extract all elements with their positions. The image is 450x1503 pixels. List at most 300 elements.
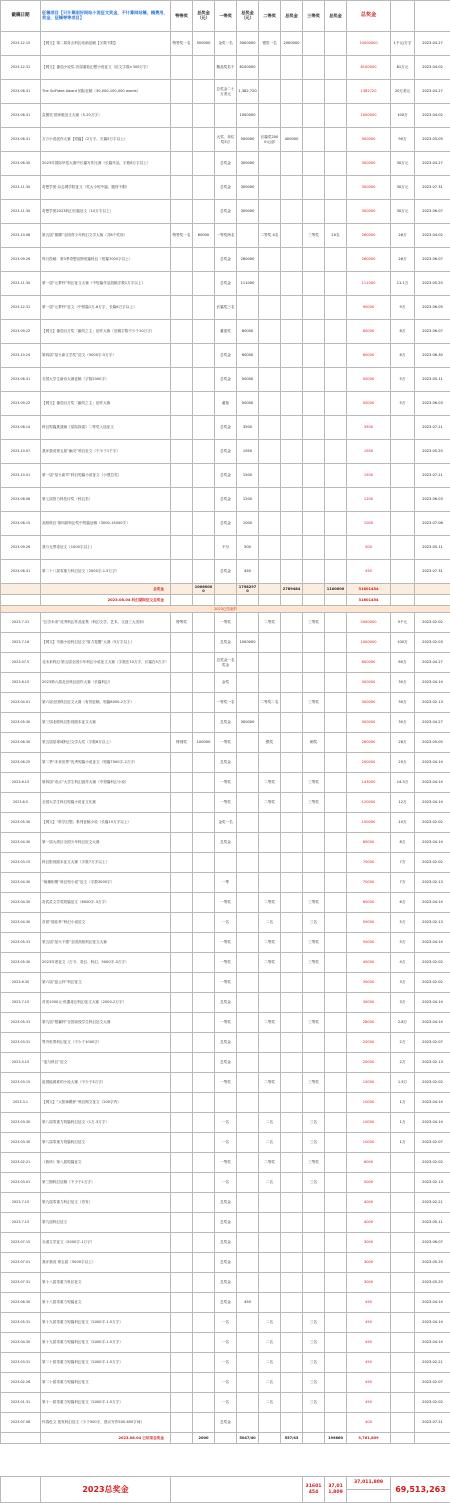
summary-value: 17982970	[237, 584, 259, 595]
row-prize-cell	[325, 536, 347, 560]
row-date: 2023.01.31	[1, 1393, 41, 1413]
row-extra	[391, 1273, 415, 1293]
row-title: 第二季“未来世界”优秀短篇小说征文（短篇7000字-2万字）	[41, 753, 171, 773]
row-prize-cell	[259, 272, 281, 296]
row-prize-cell: 二等奖	[259, 893, 281, 913]
row-prize-cell	[171, 833, 193, 853]
row-extra: 14.3万	[391, 773, 415, 793]
row-prize-cell	[237, 793, 259, 813]
row-prize-cell	[325, 1353, 347, 1373]
row-update-date: 2023.04.14	[415, 1293, 450, 1313]
row-extra: 4万	[391, 953, 415, 973]
row-prize-cell	[325, 512, 347, 536]
row-prize-cell: 300000	[237, 713, 259, 733]
table-row	[1, 1253, 450, 1273]
table-row	[1, 833, 450, 853]
row-title: 第一届大湾区全国少年科幻征文大赛	[41, 833, 171, 853]
row-prize-cell	[171, 1013, 193, 1033]
row-total: 8100000	[347, 56, 391, 80]
row-prize-cell	[325, 1173, 347, 1193]
table-row	[1, 248, 450, 272]
summary-value: 5047/40	[237, 1433, 259, 1444]
row-date: 2023.11.30	[1, 272, 41, 296]
row-update-date: 2023.04.02	[415, 224, 450, 248]
row-prize-cell: 特等奖一名	[171, 224, 193, 248]
row-prize-cell: 二名	[259, 913, 281, 933]
table-row	[1, 633, 450, 653]
row-total: 450	[347, 1293, 391, 1313]
row-prize-cell	[303, 1233, 325, 1253]
row-date: 2023.05.30	[1, 713, 41, 733]
row-extra: 30万元	[391, 200, 415, 224]
row-update-date: 2023.06.05	[415, 296, 450, 320]
row-date: 2023.11.30	[1, 200, 41, 224]
row-date: 2023.05.31	[1, 1313, 41, 1333]
row-prize-cell: 111000	[237, 272, 259, 296]
row-date: 2023.08.14	[1, 416, 41, 440]
row-update-date: 2023.02.21	[415, 1193, 450, 1213]
row-update-date: 2023.07.31	[415, 176, 450, 200]
row-prize-cell	[171, 973, 193, 993]
row-prize-cell	[237, 773, 259, 793]
row-title: 2023年国际华语大赛中长篇写作比赛（长篇作品，字数8万字以上）	[41, 152, 171, 176]
row-prize-cell	[259, 368, 281, 392]
row-prize-cell: 三等奖	[303, 893, 325, 913]
row-extra	[391, 1393, 415, 1413]
row-prize-cell	[281, 1313, 303, 1333]
row-prize-cell: 二名	[259, 1173, 281, 1193]
row-update-date: 2023.07.31	[415, 560, 450, 584]
row-prize-cell	[281, 440, 303, 464]
row-update-date: 2023.02.02	[415, 973, 450, 993]
row-prize-cell	[325, 1333, 347, 1353]
row-prize-cell	[325, 1113, 347, 1133]
row-date: 2023.10.08	[1, 224, 41, 248]
row-prize-cell	[325, 1253, 347, 1273]
row-prize-cell	[237, 1053, 259, 1073]
row-title: 第六届“蓝云杯”科幻征文	[41, 973, 171, 993]
header-prize: 总奖金	[325, 1, 347, 32]
row-prize-cell	[171, 1273, 193, 1293]
table-row	[1, 200, 450, 224]
row-update-date: 2023.02.03	[415, 633, 450, 653]
row-prize-cell	[325, 1133, 347, 1153]
row-prize-cell	[171, 693, 193, 713]
row-prize-cell	[171, 392, 193, 416]
table-row	[1, 344, 450, 368]
row-extra: 7万	[391, 873, 415, 893]
row-date: 2023.7.15	[1, 993, 41, 1013]
row-prize-cell	[325, 488, 347, 512]
row-extra: 8万	[391, 320, 415, 344]
row-update-date: 2023.05.11	[415, 368, 450, 392]
row-update-date: 2023.04.27	[415, 653, 450, 673]
row-extra: 30万	[391, 673, 415, 693]
row-prize-cell: 总奖金二十万美元	[215, 80, 237, 104]
row-total: 1382720	[347, 80, 391, 104]
row-title: 第一届“元梦杯”征文（中短篇1万-6万字，长篇6万字以上）	[41, 296, 171, 320]
row-prize-cell: 2000000	[281, 32, 303, 56]
row-prize-cell: 300000	[237, 176, 259, 200]
row-prize-cell: 500000	[193, 32, 215, 56]
row-prize-cell	[193, 1313, 215, 1333]
row-prize-cell: 一等奖	[215, 613, 237, 633]
row-title: 2023第六届北宜科幻创作大赛（长篇科幻）	[41, 673, 171, 693]
row-prize-cell	[303, 1413, 325, 1433]
row-prize-cell	[281, 248, 303, 272]
table-row	[1, 1353, 450, 1373]
row-prize-cell	[237, 1153, 259, 1173]
row-update-date: 2023.04.14	[415, 993, 450, 1013]
row-title: “幻享未来”优秀科幻作品征集（科幻文学，艺术，文创三大类别）	[41, 613, 171, 633]
row-prize-cell: 二名	[259, 1353, 281, 1373]
row-total: 300000	[347, 693, 391, 713]
row-prize-cell	[259, 853, 281, 873]
row-prize-cell	[281, 1113, 303, 1133]
row-date: 2023.6.15	[1, 773, 41, 793]
row-prize-cell	[325, 633, 347, 653]
row-prize-cell	[281, 1413, 303, 1433]
row-extra: 30万元	[391, 176, 415, 200]
row-total: 50000	[347, 913, 391, 933]
row-total: 260000	[347, 224, 391, 248]
row-prize-cell	[171, 1413, 193, 1433]
table-row	[1, 1293, 450, 1313]
row-prize-cell	[171, 56, 193, 80]
row-prize-cell	[171, 440, 193, 464]
row-prize-cell: 长篇奖2000元/部	[259, 128, 281, 152]
row-prize-cell	[281, 873, 303, 893]
row-prize-cell	[237, 1233, 259, 1253]
row-title: 第二十届零重力短篇科幻征文（2000字-1.5万字）	[41, 1353, 171, 1373]
row-prize-cell	[325, 1073, 347, 1093]
row-total: 10000000	[347, 32, 391, 56]
row-title: 全国大学生科幻短篇小说征文比赛	[41, 793, 171, 813]
row-date: 2023.08.06	[1, 488, 41, 512]
row-title: 【网文】番茄百万奖「幽冥之主」创作大赛	[41, 392, 171, 416]
row-title: 【网文】番茄百万奖「幽冥之主」创作大赛（征稿字数不少于10万字）	[41, 320, 171, 344]
row-prize-cell: 大奖、单位奖5万	[215, 128, 237, 152]
row-prize-cell	[193, 368, 215, 392]
table-row	[1, 560, 450, 584]
row-prize-cell: 二等奖	[259, 1073, 281, 1093]
row-prize-cell	[325, 853, 347, 873]
row-prize-cell	[259, 296, 281, 320]
row-prize-cell	[325, 464, 347, 488]
row-prize-cell: 三名	[303, 1373, 325, 1393]
row-prize-cell	[193, 416, 215, 440]
row-prize-cell	[303, 633, 325, 653]
row-prize-cell: 金奖一名	[215, 813, 237, 833]
row-title: 【网文】「科学幻想」系列征稿小说（长篇15万字以上）	[41, 813, 171, 833]
row-date: 2023.6.15	[1, 673, 41, 693]
row-date: 2023.02.28	[1, 1373, 41, 1393]
row-prize-cell: 1000000	[237, 633, 259, 653]
row-extra: 3万	[391, 993, 415, 1013]
row-prize-cell	[303, 1033, 325, 1053]
row-update-date: 2023.05.25	[415, 272, 450, 296]
row-prize-cell: 1200	[237, 488, 259, 512]
summary-value: 557/43	[281, 1433, 303, 1444]
row-title: 第十八届零重力短篇征文	[41, 1293, 171, 1313]
row-prize-cell: 总奖金	[215, 1273, 237, 1293]
row-prize-cell: 二名	[259, 1373, 281, 1393]
row-prize-cell	[237, 296, 259, 320]
row-prize-cell	[193, 1393, 215, 1413]
row-prize-cell: 三名	[303, 1393, 325, 1413]
summary-total: 31601454	[347, 584, 391, 595]
row-prize-cell: 总奖金	[215, 488, 237, 512]
row-date: 2023.7.15	[1, 1213, 41, 1233]
row-prize-cell	[171, 1393, 193, 1413]
row-prize-cell: 一等奖	[215, 933, 237, 953]
grand-subtotal: 31601454	[303, 1477, 325, 1503]
row-prize-cell: 500000	[237, 128, 259, 152]
row-prize-cell	[281, 913, 303, 933]
row-title: 第五届“图腾”全国青少年科幻文学大赛（共8个奖项）	[41, 224, 171, 248]
summary-row	[1, 584, 450, 595]
row-prize-cell	[325, 873, 347, 893]
table-row	[1, 853, 450, 873]
row-prize-cell	[193, 1173, 215, 1193]
row-prize-cell	[171, 1053, 193, 1073]
row-prize-cell: 450	[237, 1293, 259, 1313]
row-total: 450	[347, 1353, 391, 1373]
row-total: 400	[347, 1413, 391, 1433]
row-date: 2023.04.30	[1, 833, 41, 853]
row-prize-cell	[303, 56, 325, 80]
summary-row	[1, 595, 450, 606]
row-prize-cell	[237, 753, 259, 773]
row-prize-cell	[303, 873, 325, 893]
row-title: 第十八届零重力科幻征文	[41, 1273, 171, 1293]
row-prize-cell	[325, 320, 347, 344]
table-row	[1, 653, 450, 673]
row-prize-cell	[193, 272, 215, 296]
row-prize-cell	[171, 673, 193, 693]
row-prize-cell	[193, 673, 215, 693]
row-prize-cell	[237, 733, 259, 753]
row-prize-cell	[303, 248, 325, 272]
row-total: 10000	[347, 1113, 391, 1133]
row-prize-cell	[259, 1193, 281, 1213]
row-prize-cell: 特等奖一名	[171, 32, 193, 56]
row-update-date: 2023.02.07	[415, 1373, 450, 1393]
row-title: 祖国能源谁的小说大赛（不少于3万字）	[41, 1073, 171, 1093]
row-prize-cell: 一名	[215, 1313, 237, 1333]
row-prize-cell	[237, 853, 259, 873]
row-prize-cell	[281, 1373, 303, 1393]
row-prize-cell	[259, 320, 281, 344]
row-prize-cell	[171, 1113, 193, 1133]
summary-2022	[1, 584, 450, 613]
row-prize-cell	[171, 1193, 193, 1213]
row-prize-cell: 三等奖	[303, 793, 325, 813]
row-date: 2023.11.30	[1, 176, 41, 200]
row-prize-cell: 总奖金一名奖金	[215, 653, 237, 673]
row-prize-cell	[303, 320, 325, 344]
row-prize-cell	[237, 1253, 259, 1273]
row-title: 界外世界科幻征文（不少于1000字）	[41, 1033, 171, 1053]
row-prize-cell	[171, 1293, 193, 1313]
row-prize-cell	[237, 1413, 259, 1433]
row-prize-cell: 特等奖	[171, 613, 193, 633]
row-title: 怀春色文 批发科幻征文（少于500字，建议写作500-650字间）	[41, 1413, 171, 1433]
row-prize-cell	[193, 713, 215, 733]
row-prize-cell	[325, 1393, 347, 1413]
table-row	[1, 693, 450, 713]
row-title: 首届“瑞佳杯”科幻小说征文	[41, 913, 171, 933]
row-prize-cell	[237, 1393, 259, 1413]
row-prize-cell	[303, 813, 325, 833]
row-total: 3500	[347, 416, 391, 440]
row-prize-cell	[259, 416, 281, 440]
row-prize-cell	[325, 1373, 347, 1393]
header-extra	[391, 1, 415, 32]
header-date: 截稿日期	[1, 1, 41, 32]
row-update-date: 2023.06.03	[415, 488, 450, 512]
row-total: 28000	[347, 1013, 391, 1033]
row-prize-cell: 一等	[215, 873, 237, 893]
row-update-date: 2023.04.14	[415, 1013, 450, 1033]
row-prize-cell	[303, 1273, 325, 1293]
table-row	[1, 56, 450, 80]
row-prize-cell	[259, 1033, 281, 1053]
row-prize-cell	[259, 1413, 281, 1433]
table-row	[1, 993, 450, 1013]
row-prize-cell	[193, 1153, 215, 1173]
row-extra	[391, 1253, 415, 1273]
row-prize-cell	[237, 693, 259, 713]
row-prize-cell	[171, 653, 193, 673]
header-extra	[415, 1, 450, 32]
row-update-date: 2023.04.27	[415, 32, 450, 56]
row-extra: 7万	[391, 853, 415, 873]
row-prize-cell	[171, 536, 193, 560]
row-extra: 10万	[391, 813, 415, 833]
row-date: 2023.03.30	[1, 1113, 41, 1133]
row-prize-cell	[325, 973, 347, 993]
row-prize-cell	[303, 653, 325, 673]
row-prize-cell	[259, 392, 281, 416]
row-prize-cell	[281, 693, 303, 713]
row-prize-cell: 总奖金	[215, 1193, 237, 1213]
row-update-date: 2023.04.27	[415, 713, 450, 733]
row-update-date: 2023.02.02	[415, 613, 450, 633]
row-prize-cell: 500	[237, 536, 259, 560]
table-row	[1, 176, 450, 200]
row-date: 2023.5.10	[1, 1053, 41, 1073]
row-prize-cell	[171, 1373, 193, 1393]
row-prize-cell	[325, 813, 347, 833]
row-prize-cell: 二等奖	[259, 1013, 281, 1033]
summary-value: 199860	[325, 1433, 347, 1444]
row-total: 500	[347, 536, 391, 560]
row-extra	[391, 560, 415, 584]
header-total: 总奖金	[347, 1, 391, 32]
row-date: 2023.08.31	[1, 80, 41, 104]
row-prize-cell: 1,382,720	[237, 80, 259, 104]
row-prize-cell	[325, 152, 347, 176]
row-prize-cell	[237, 224, 259, 248]
row-title: 第四届“星火新文学奖”征文（5000字-5万字）	[41, 344, 171, 368]
row-prize-cell	[281, 200, 303, 224]
row-prize-cell	[193, 344, 215, 368]
row-update-date: 2023.05.25	[415, 1273, 450, 1293]
row-prize-cell	[171, 1093, 193, 1113]
row-prize-cell	[325, 773, 347, 793]
row-prize-cell: 8100000	[237, 56, 259, 80]
row-prize-cell	[281, 296, 303, 320]
row-prize-cell	[259, 993, 281, 1013]
row-prize-cell	[193, 248, 215, 272]
row-total: 143000	[347, 773, 391, 793]
row-extra: 5千元	[391, 613, 415, 633]
row-prize-cell: 金奖	[215, 673, 237, 693]
row-prize-cell	[281, 392, 303, 416]
row-prize-cell: 总奖金	[215, 633, 237, 653]
row-prize-cell	[193, 773, 215, 793]
row-prize-cell	[281, 464, 303, 488]
row-prize-cell	[281, 1333, 303, 1353]
table-row	[1, 224, 450, 248]
grand-subtotal: 37,011,809	[325, 1477, 347, 1503]
row-prize-cell	[193, 873, 215, 893]
row-prize-cell	[171, 320, 193, 344]
row-update-date: 2023.04.27	[415, 80, 450, 104]
row-prize-cell	[325, 793, 347, 813]
row-date: 2023.05.31	[1, 1013, 41, 1033]
row-date: 2023.12.31	[1, 56, 41, 80]
row-title: 第八届零重力短篇科幻征文	[41, 1133, 171, 1153]
row-prize-cell	[193, 104, 215, 128]
row-prize-cell	[281, 853, 303, 873]
row-prize-cell	[303, 272, 325, 296]
row-prize-cell	[237, 1133, 259, 1153]
row-prize-cell: 三名	[303, 1113, 325, 1133]
row-prize-cell	[259, 1053, 281, 1073]
row-title: 第六届全国科幻征文大赛（有效征稿、短篇8000-2万字）	[41, 693, 171, 713]
row-prize-cell	[281, 320, 303, 344]
row-prize-cell	[281, 793, 303, 813]
header-row	[1, 1, 450, 32]
row-total: 5000000	[347, 613, 391, 633]
row-prize-cell: 总奖金	[215, 272, 237, 296]
row-total: 3000	[347, 1253, 391, 1273]
row-prize-cell	[303, 200, 325, 224]
row-prize-cell: 二名	[259, 1133, 281, 1153]
row-extra: 1千元/万字	[391, 32, 415, 56]
row-prize-cell	[171, 873, 193, 893]
row-prize-cell: 二等奖	[259, 773, 281, 793]
row-extra: 30万	[391, 693, 415, 713]
row-prize-cell	[171, 953, 193, 973]
row-date: 2023.07.01	[1, 1253, 41, 1273]
row-prize-cell: 三名	[303, 1133, 325, 1153]
row-prize-cell: 二等奖 4名	[259, 224, 281, 248]
row-total: 10000	[347, 1133, 391, 1153]
row-update-date: 2023.02.02	[415, 1153, 450, 1173]
row-update-date: 2023.04.14	[415, 753, 450, 773]
row-extra	[391, 1233, 415, 1253]
row-prize-cell	[303, 344, 325, 368]
row-prize-cell: 特别奖	[171, 733, 193, 753]
row-extra: 20万	[391, 753, 415, 773]
row-total: 30000	[347, 993, 391, 1013]
summary-value: 2000	[193, 1433, 215, 1444]
row-total: 60000	[347, 344, 391, 368]
row-title: 第八届零重力短篇科幻征文（1万-3万字）	[41, 1113, 171, 1133]
